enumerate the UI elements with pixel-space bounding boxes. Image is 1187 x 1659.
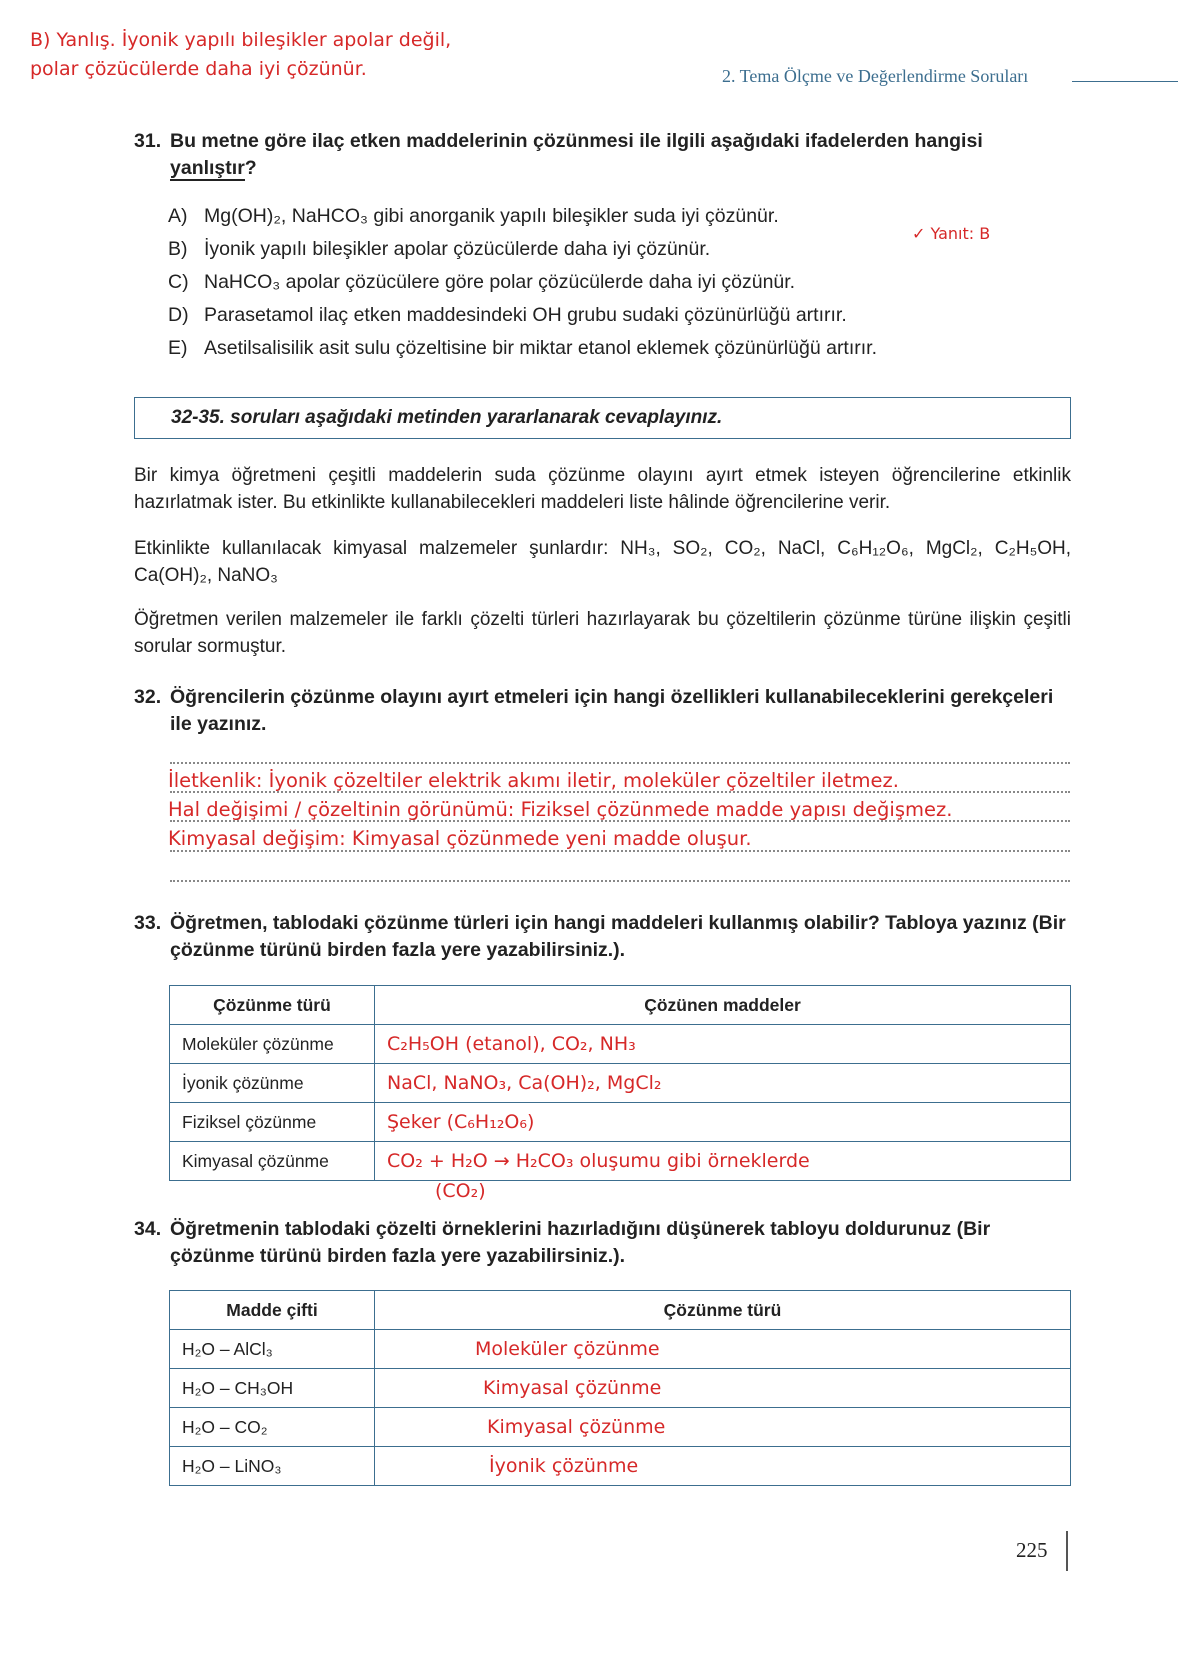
question-number: 31. bbox=[134, 130, 162, 152]
option-text: Asetilsalisilik asit sulu çözeltisine bir miktar etanol eklemek çözünürlüğü artırır. bbox=[204, 337, 878, 359]
checkmark-icon: ✓ bbox=[912, 224, 926, 243]
q31-options bbox=[168, 200, 877, 365]
q33-table bbox=[169, 985, 1071, 1181]
paragraph-materials: Etkinlikte kullanılacak kimyasal malzemeler şunlardır: NH₃, SO₂, CO₂, NaCl, C₆H₁₂O₆, MgCl₂, C₂H₅OH, Ca(OH)₂, NaNO₃ bbox=[134, 538, 1071, 586]
page-header-title: 2. Tema Ölçme ve Değerlendirme Soruları bbox=[722, 66, 1029, 86]
paragraph-teacher: Öğretmen verilen malzemeler ile farklı çözelti türleri hazırlayarak bu çözeltilerin çözünme türüne ilişkin çeşitli sorular sormuştur. bbox=[134, 609, 1071, 657]
annotation-line-2: polar çözücülerde daha iyi çözünür. bbox=[30, 58, 367, 80]
answer-cell[interactable]: Kimyasal çözünme bbox=[375, 1369, 1071, 1408]
question-number: 34. bbox=[134, 1218, 162, 1240]
question-32 bbox=[134, 684, 1071, 738]
dissolution-type: Kimyasal çözünme bbox=[170, 1142, 375, 1181]
answer-line-text: İletkenlik: İyonik çözeltiler elektrik akımı iletir, moleküler çözeltiler iletmez. bbox=[168, 769, 899, 792]
section-header-text: 32-35. soruları aşağıdaki metinden yararlanarak cevaplayınız. bbox=[171, 407, 723, 428]
answer-line-text: Kimyasal değişim: Kimyasal çözünmede yeni madde oluşur. bbox=[168, 827, 752, 850]
section-header-box bbox=[134, 397, 1071, 439]
substance-pair: H₂O – CO₂ bbox=[170, 1408, 375, 1447]
question-text-main: Bu metne göre ilaç etken maddelerinin çözünmesi ile ilgili aşağıdaki ifadelerden hangisi bbox=[170, 130, 983, 152]
q32-handwritten-answers bbox=[168, 766, 952, 853]
table-row bbox=[170, 1369, 1071, 1408]
question-text: Öğretmen, tablodaki çözünme türleri için hangi maddeleri kullanmış olabilir? Tabloya yazınız (Bir çözünme türünü birden fazla yere yazabilirsiniz.). bbox=[170, 912, 1066, 961]
answer-cell[interactable]: C₂H₅OH (etanol), CO₂, NH₃ bbox=[375, 1025, 1071, 1064]
answer-cell[interactable]: Şeker (C₆H₁₂O₆) bbox=[375, 1103, 1071, 1142]
page-number: 225 bbox=[1016, 1538, 1048, 1562]
table-row bbox=[170, 1408, 1071, 1447]
page-number-rule bbox=[1066, 1531, 1068, 1571]
dissolution-type: Moleküler çözünme bbox=[170, 1025, 375, 1064]
question-34 bbox=[134, 1216, 1071, 1270]
answer-cell[interactable]: CO₂ + H₂O → H₂CO₃ oluşumu gibi örneklerde bbox=[375, 1142, 1071, 1181]
question-31 bbox=[134, 128, 1054, 182]
q34-table bbox=[169, 1290, 1071, 1486]
option-c[interactable] bbox=[168, 266, 877, 299]
answer-check-label: Yanıt: B bbox=[930, 224, 991, 243]
table-row bbox=[170, 1064, 1071, 1103]
answer-annotation bbox=[30, 26, 451, 84]
answer-check bbox=[912, 224, 990, 243]
option-text: Mg(OH)₂, NaHCO₃ gibi anorganik yapılı bileşikler suda iyi çözünür. bbox=[204, 205, 779, 227]
option-label: D) bbox=[168, 304, 189, 326]
option-label: A) bbox=[168, 205, 188, 227]
question-33 bbox=[134, 910, 1071, 964]
dissolution-type: Fiziksel çözünme bbox=[170, 1103, 375, 1142]
option-label: E) bbox=[168, 337, 188, 359]
table-row bbox=[170, 1330, 1071, 1369]
header-rule bbox=[1072, 81, 1178, 82]
dissolution-type: İyonik çözünme bbox=[170, 1064, 375, 1103]
overflow-note: (CO₂) bbox=[435, 1180, 486, 1202]
option-text: Parasetamol ilaç etken maddesindeki OH grubu sudaki çözünürlüğü artırır. bbox=[204, 304, 847, 326]
table-row bbox=[170, 1103, 1071, 1142]
column-header: Çözünme türü bbox=[170, 986, 375, 1025]
question-text bbox=[170, 128, 1054, 182]
paragraph-intro: Bir kimya öğretmeni çeşitli maddelerin suda çözünme olayını ayırt etmek isteyen öğrencilerine etkinlik hazırlatmak ister. Bu etkinlikte kullanabilecekleri maddeleri liste hâlinde öğrencilerine verir. bbox=[134, 465, 1071, 513]
question-number: 33. bbox=[134, 912, 162, 934]
option-b[interactable] bbox=[168, 233, 877, 266]
option-text: İyonik yapılı bileşikler apolar çözücülerde daha iyi çözünür. bbox=[204, 238, 711, 260]
substance-pair: H₂O – LiNO₃ bbox=[170, 1447, 375, 1486]
answer-cell[interactable]: Kimyasal çözünme bbox=[375, 1408, 1071, 1447]
answer-cell[interactable]: İyonik çözünme bbox=[375, 1447, 1071, 1486]
annotation-line-1: B) Yanlış. İyonik yapılı bileşikler apolar değil, bbox=[30, 29, 452, 51]
question-text: Öğretmenin tablodaki çözelti örneklerini hazırladığını düşünerek tabloyu doldurunuz (Bir çözünme türünü birden fazla yere yazabilirsiniz.). bbox=[170, 1218, 991, 1267]
table-row bbox=[170, 1025, 1071, 1064]
option-text: NaHCO₃ apolar çözücülere göre polar çözücülerde daha iyi çözünür. bbox=[204, 271, 796, 293]
answer-line[interactable] bbox=[170, 880, 1070, 882]
table-header-row bbox=[170, 986, 1071, 1025]
option-label: B) bbox=[168, 238, 188, 260]
question-text-underlined: yanlıştır bbox=[170, 157, 245, 179]
option-e[interactable] bbox=[168, 332, 877, 365]
question-text: Öğrencilerin çözünme olayını ayırt etmeleri için hangi özellikleri kullanabileceklerini gerekçeleri ile yazınız. bbox=[170, 686, 1054, 735]
question-mark: ? bbox=[244, 157, 257, 179]
table-row bbox=[170, 1142, 1071, 1181]
answer-cell[interactable]: NaCl, NaNO₃, Ca(OH)₂, MgCl₂ bbox=[375, 1064, 1071, 1103]
answer-cell[interactable]: Moleküler çözünme bbox=[375, 1330, 1071, 1369]
column-header: Çözünen maddeler bbox=[375, 986, 1071, 1025]
table-row bbox=[170, 1447, 1071, 1486]
option-d[interactable] bbox=[168, 299, 877, 332]
substance-pair: H₂O – AlCl₃ bbox=[170, 1330, 375, 1369]
option-label: C) bbox=[168, 271, 189, 293]
option-a[interactable] bbox=[168, 200, 877, 233]
column-header: Madde çifti bbox=[170, 1291, 375, 1330]
table-header-row bbox=[170, 1291, 1071, 1330]
answer-line-text: Hal değişimi / çözeltinin görünümü: Fiziksel çözünmede madde yapısı değişmez. bbox=[168, 798, 953, 821]
answer-line[interactable] bbox=[170, 762, 1070, 764]
question-number: 32. bbox=[134, 686, 162, 708]
column-header: Çözünme türü bbox=[375, 1291, 1071, 1330]
substance-pair: H₂O – CH₃OH bbox=[170, 1369, 375, 1408]
